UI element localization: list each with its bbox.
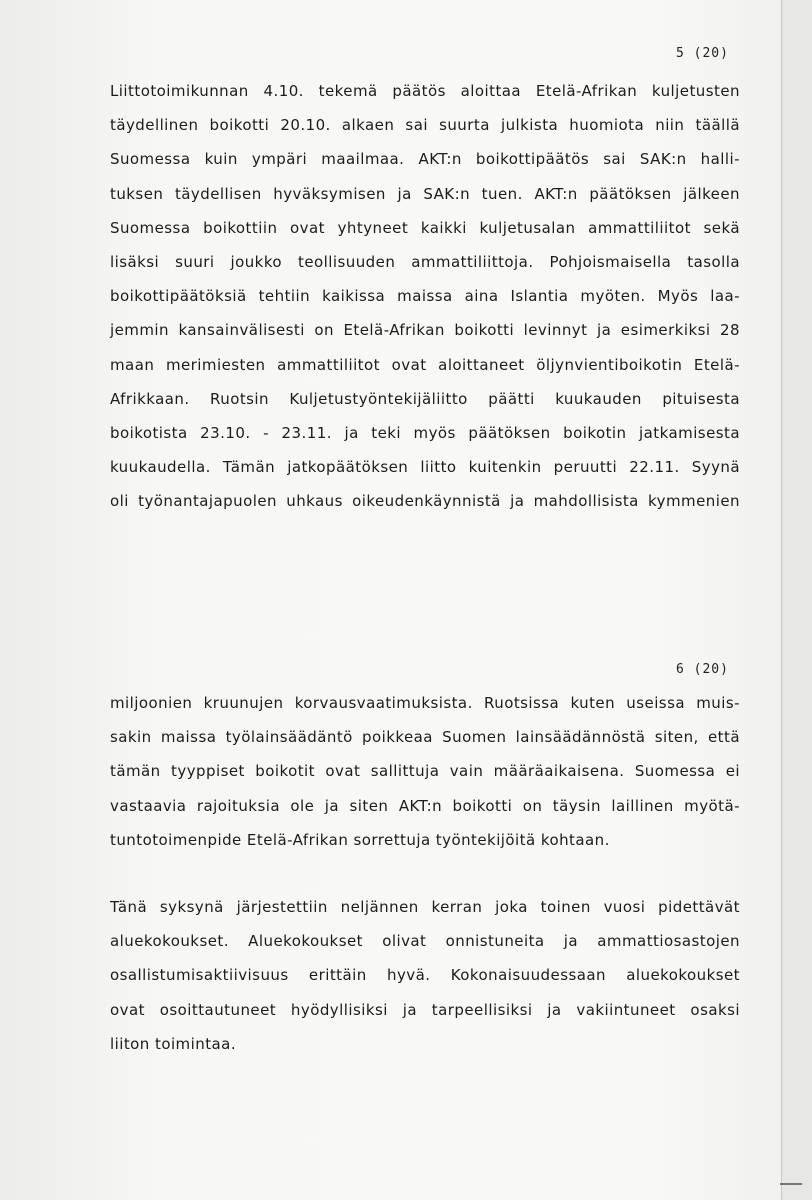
text-line: lisäksi suuri joukko teollisuuden ammattiliittoja. Pohjoismaisella tasolla (110, 252, 740, 271)
text-line: tuksen täydellisen hyväksymisen ja SAK:n tuen. AKT:n päätöksen jälkeen (110, 184, 740, 203)
text-line: boikottipäätöksiä tehtiin kaikissa maissa aina Islantia myöten. Myös laa- (110, 287, 740, 306)
page-number-6: 6 (20) (676, 662, 729, 677)
text-line: kuukaudella. Tämän jatkopäätöksen liitto kuitenkin peruutti 22.11. Syynä (110, 458, 740, 477)
text-line: aluekokoukset. Aluekokoukset olivat onnistuneita ja ammattiosastojen (110, 932, 740, 951)
text-line: jemmin kansainvälisesti on Etelä-Afrikan boikotti levinnyt ja esimerkiksi 28 (110, 321, 740, 340)
text-line: miljoonien kruunujen korvausvaatimuksista. Ruotsissa kuten useissa muis- (110, 694, 740, 712)
text-line: ovat osoittautuneet hyödyllisiksi ja tarpeellisiksi ja vakiintuneet osaksi (110, 1000, 740, 1019)
text-line: sakin maissa työlainsäädäntö poikkeaa Suomen lainsäädännöstä siten, että (110, 728, 740, 747)
scan-edge-mark (780, 1183, 802, 1185)
text-line: maan merimiesten ammattiliitot ovat aloittaneet öljynvientiboikotin Etelä- (110, 355, 740, 374)
paragraph-aluekokoukset (110, 890, 740, 1061)
text-line: boikotista 23.10. - 23.11. ja teki myös päätöksen boikotin jatkamisesta (110, 423, 740, 442)
page-edge-line (781, 0, 782, 1200)
text-line: osallistumisaktiivisuus erittäin hyvä. Kokonaisuudessaan aluekokoukset (110, 966, 740, 985)
paragraph-korvausvaatimukset (110, 686, 740, 857)
text-line: Tänä syksynä järjestettiin neljännen kerran joka toinen vuosi pidettävät (110, 898, 740, 916)
page-number-5: 5 (20) (676, 46, 729, 61)
text-line: oli työnantajapuolen uhkaus oikeudenkäynnistä ja mahdollisista kymmenien (110, 492, 740, 511)
text-line: tuntotoimenpide Etelä-Afrikan sorrettuja työntekijöitä kohtaan. (110, 830, 610, 849)
page-edge-shadow (782, 0, 812, 1200)
text-line: tämän tyyppiset boikotit ovat sallittuja vain määräaikaisena. Suomessa ei (110, 762, 740, 781)
text-line: Liittotoimikunnan 4.10. tekemä päätös aloittaa Etelä-Afrikan kuljetusten (110, 82, 740, 100)
text-line: vastaavia rajoituksia ole ja siten AKT:n boikotti on täysin laillinen myötä- (110, 796, 740, 815)
text-line: Suomessa kuin ympäri maailmaa. AKT:n boikottipäätös sai SAK:n halli- (110, 150, 740, 169)
text-line: Afrikkaan. Ruotsin Kuljetustyöntekijäliitto päätti kuukauden pituisesta (110, 389, 740, 408)
text-line: täydellinen boikotti 20.10. alkaen sai suurta julkista huomiota niin täällä (110, 116, 740, 135)
text-line: liiton toimintaa. (110, 1034, 237, 1053)
paragraph-boikotti (110, 74, 740, 518)
text-line: Suomessa boikottiin ovat yhtyneet kaikki kuljetusalan ammattiliitot sekä (110, 218, 740, 237)
